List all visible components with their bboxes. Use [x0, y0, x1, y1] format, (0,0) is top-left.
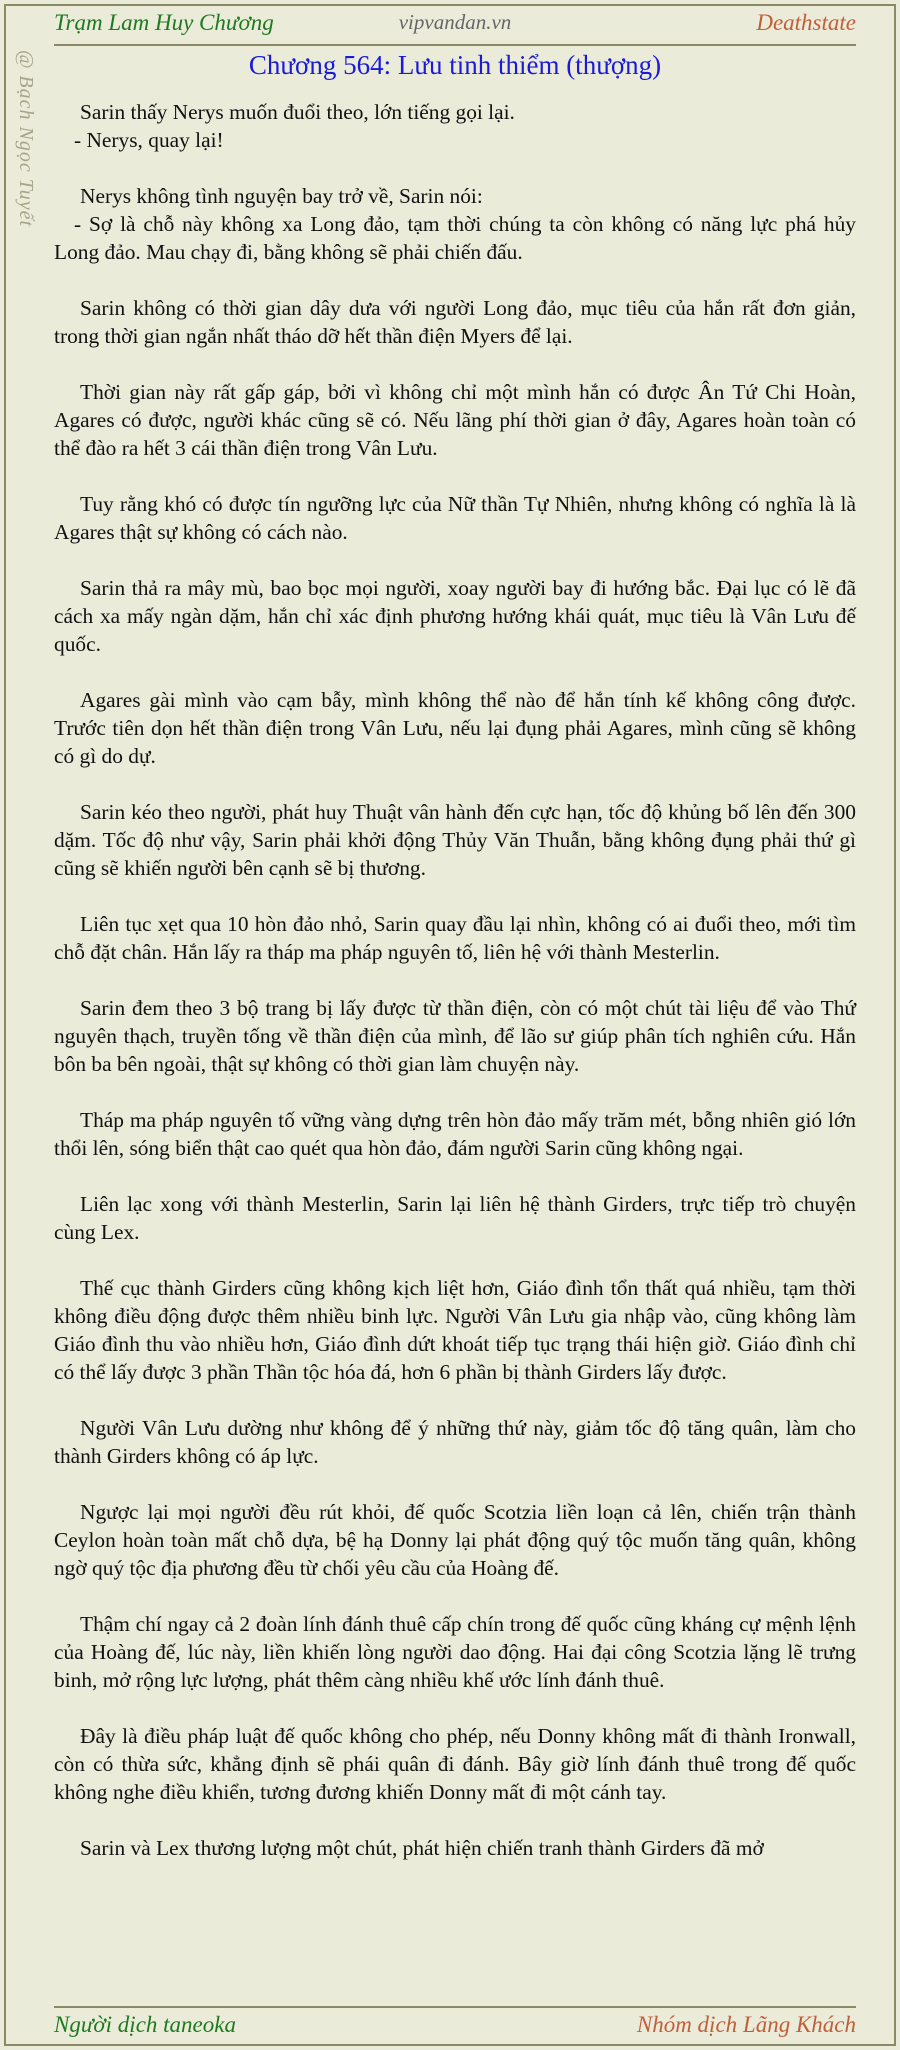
paragraph: Agares gài mình vào cạm bẫy, mình không thể nào để hắn tính kế không công được. Trước tiên dọn hết thần điện trong Vân Lưu, nếu lại đụng phải Agares, mình cũng sẽ không có gì do dự.	[54, 688, 856, 768]
paragraph: Tuy rằng khó có được tín ngưỡng lực của Nữ thần Tự Nhiên, nhưng không có nghĩa là là Agares thật sự không có cách nào.	[54, 492, 856, 544]
paragraph: Người Vân Lưu dường như không để ý những thứ này, giảm tốc độ tăng quân, làm cho thành Girders không có áp lực.	[54, 1416, 856, 1468]
paragraph: Sarin và Lex thương lượng một chút, phát hiện chiến tranh thành Girders đã mở	[80, 1836, 764, 1860]
paragraph: - Sợ là chỗ này không xa Long đảo, tạm thời chúng ta còn không có năng lực phá hủy Long đảo. Mau chạy đi, bằng không sẽ phải chiến đấu.	[54, 212, 856, 264]
paragraph: Liên lạc xong với thành Mesterlin, Sarin lại liên hệ thành Girders, trực tiếp trò chuyện cùng Lex.	[54, 1192, 856, 1244]
paragraph: Sarin không có thời gian dây dưa với người Long đảo, mục tiêu của hắn rất đơn giản, trong thời gian ngắn nhất tháo dỡ hết thần điện Myers để lại.	[54, 296, 856, 348]
paragraph: Thế cục thành Girders cũng không kịch liệt hơn, Giáo đình tổn thất quá nhiều, tạm thời không điều động được thêm nhiều binh lực. Người Vân Lưu gia nhập vào, cũng không làm Giáo đình thu vào nhiều hơn, Giáo đình dứt khoát tiếp tục trạng thái hiện giờ. Giáo đình chỉ có thể lấy được 3 phần Thần tộc hóa đá, hơn 6 phần bị thành Girders lấy được.	[54, 1276, 856, 1384]
header-site-name: vipvandan.vn	[398, 10, 512, 34]
paragraph: Đây là điều pháp luật đế quốc không cho phép, nếu Donny không mất đi thành Ironwall, còn có thừa sức, khẳng định sẽ phái quân đi đánh. Bây giờ lính đánh thuê trong đế quốc không nghe điều khiển, tương đương khiến Donny mất đi một cánh tay.	[54, 1724, 856, 1804]
header-right-text: Deathstate	[756, 10, 856, 35]
paragraph: Tháp ma pháp nguyên tố vững vàng dựng trên hòn đảo mấy trăm mét, bỗng nhiên gió lớn thổi lên, sóng biển thật cao quét qua hòn đảo, đám người Sarin cũng không ngại.	[54, 1108, 856, 1160]
paragraph: Nerys không tình nguyện bay trở về, Sarin nói:	[80, 184, 483, 208]
page-footer	[54, 2006, 856, 2040]
footer-translator: Người dịch taneoka	[54, 2012, 236, 2037]
chapter-content	[54, 98, 856, 1862]
paragraph: Ngược lại mọi người đều rút khỏi, đế quốc Scotzia liền loạn cả lên, chiến trận thành Ceylon hoàn toàn mất chỗ dựa, bệ hạ Donny lại phát động quý tộc muốn tăng quân, không ngờ quý tộc địa phương đều từ chối yêu cầu của Hoàng đế.	[54, 1500, 856, 1580]
paragraph: Sarin thả ra mây mù, bao bọc mọi người, xoay người bay đi hướng bắc. Đại lục có lẽ đã cách xa mấy ngàn dặm, hắn chỉ xác định phương hướng khái quát, mục tiêu là Vân Lưu đế quốc.	[54, 576, 856, 656]
paragraph: Thậm chí ngay cả 2 đoàn lính đánh thuê cấp chín trong đế quốc cũng kháng cự mệnh lệnh của Hoàng đế, lúc này, liền khiến lòng người dao động. Hai đại công Scotzia lặng lẽ trưng binh, mở rộng lực lượng, phát thêm càng nhiều khế ước lính đánh thuê.	[54, 1612, 856, 1692]
paragraph: Sarin thấy Nerys muốn đuổi theo, lớn tiếng gọi lại.	[80, 100, 515, 124]
page-header	[54, 10, 856, 46]
sidebar-watermark: @ Bạch Ngọc Tuyết	[15, 50, 37, 228]
paragraph: Liên tục xẹt qua 10 hòn đảo nhỏ, Sarin quay đầu lại nhìn, không có ai đuổi theo, mới tìm chỗ đặt chân. Hắn lấy ra tháp ma pháp nguyên tố, liên hệ với thành Mesterlin.	[54, 912, 856, 964]
chapter-title: Chương 564: Lưu tinh thiểm (thượng)	[248, 50, 662, 80]
header-left-text: Trạm Lam Huy Chương	[54, 10, 274, 35]
footer-group: Nhóm dịch Lãng Khách	[636, 2012, 856, 2037]
paragraph: Thời gian này rất gấp gáp, bởi vì không chỉ một mình hắn có được Ân Tứ Chi Hoàn, Agares có được, người khác cũng sẽ có. Nếu lãng phí thời gian ở đây, Agares hoàn toàn có thể đào ra hết 3 cái thần điện trong Vân Lưu.	[54, 380, 856, 460]
paragraph: Sarin đem theo 3 bộ trang bị lấy được từ thần điện, còn có một chút tài liệu để vào Thứ nguyên thạch, truyền tống về thần điện của mình, để lão sư giúp phân tích nghiên cứu. Hắn bôn ba bên ngoài, thật sự không có thời gian làm chuyện này.	[54, 996, 856, 1076]
paragraph: - Nerys, quay lại!	[74, 128, 224, 152]
paragraph: Sarin kéo theo người, phát huy Thuật vân hành đến cực hạn, tốc độ khủng bố lên đến 300 dặm. Tốc độ như vậy, Sarin phải khởi động Thủy Văn Thuẫn, bằng không đụng phải thứ gì cũng sẽ khiến người bên cạnh sẽ bị thương.	[54, 800, 856, 880]
